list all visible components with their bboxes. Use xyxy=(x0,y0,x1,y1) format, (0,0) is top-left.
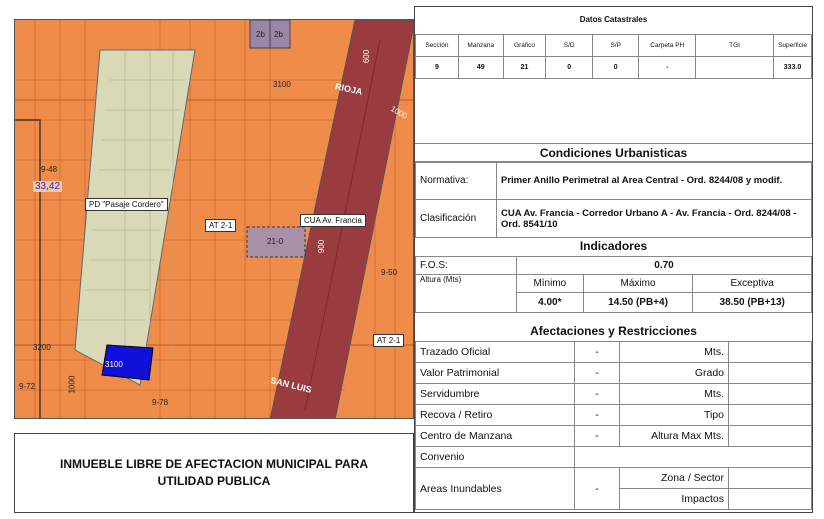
afectacion-row xyxy=(416,342,812,363)
afectacion-value: - xyxy=(575,405,620,426)
afectacion-unit: Altura Max Mts. xyxy=(620,426,729,447)
afectacion-unit: Grado xyxy=(620,363,729,384)
afectacion-row xyxy=(416,363,812,384)
minimo-value: 4.00* xyxy=(517,293,584,313)
indicadores-table xyxy=(415,256,812,313)
excepcional-label: Exceptiva xyxy=(693,275,812,293)
clasificacion-value: CUA Av. Francia - Corredor Urbano A - Av. Francia - Ord. 8244/08 - Ord. 8541/10 xyxy=(497,200,812,238)
afectacion-label: Centro de Manzana xyxy=(416,426,575,447)
catastro-header: TGI xyxy=(696,35,774,57)
catastro-value xyxy=(696,57,774,79)
pasaje-cordero-label: PD "Pasaje Cordero" xyxy=(85,198,168,211)
zoning-map xyxy=(14,19,414,419)
afectacion-row xyxy=(416,384,812,405)
afectacion-label: Trazado Oficial xyxy=(416,342,575,363)
block-9-72: 9-72 xyxy=(19,382,36,391)
afectacion-extra xyxy=(729,363,812,384)
catastro-value: 0 xyxy=(592,57,639,79)
cua-francia-label: CUA Av. Francia xyxy=(300,214,366,227)
block-9-48: 9-48 xyxy=(41,165,58,174)
catastro-value-row xyxy=(416,57,812,79)
afectacion-value: - xyxy=(575,426,620,447)
plot-21-0-label: 21-0 xyxy=(267,237,284,246)
impactos-value xyxy=(729,489,812,510)
fos-label: F.O.S: xyxy=(416,257,517,275)
catastro-value: - xyxy=(639,57,696,79)
afectacion-label: Valor Patrimonial xyxy=(416,363,575,384)
info-panel xyxy=(414,6,813,513)
catastro-value: 9 xyxy=(416,57,459,79)
block-9-50: 9-50 xyxy=(381,268,398,277)
label-3200: 3200 xyxy=(33,343,51,352)
areas-label: Areas Inundables xyxy=(416,468,575,510)
afectacion-label: Servidumbre xyxy=(416,384,575,405)
afectacion-unit: Mts. xyxy=(620,384,729,405)
street-san-luis-label: SAN LUIS xyxy=(269,375,313,395)
afectacion-extra xyxy=(729,342,812,363)
afectacion-extra xyxy=(729,384,812,405)
afectacion-label: Recova / Retiro xyxy=(416,405,575,426)
maximo-label: Máximo xyxy=(583,275,693,293)
areas-value: - xyxy=(575,468,620,510)
afectacion-value: - xyxy=(575,342,620,363)
afectacion-row xyxy=(416,405,812,426)
normativa-label: Normativa: xyxy=(416,162,497,200)
zona-value xyxy=(729,468,812,489)
afectacion-row xyxy=(416,447,812,468)
catastro-header: Carpeta PH xyxy=(639,35,696,57)
zona-label: Zona / Sector xyxy=(620,468,729,489)
plot-2b-1: 2b xyxy=(256,30,265,39)
catastro-value: 0 xyxy=(546,57,593,79)
excepcional-value: 38.50 (PB+13) xyxy=(693,293,812,313)
afectacion-row xyxy=(416,426,812,447)
note-box xyxy=(14,433,414,513)
catastro-header: Sección xyxy=(416,35,459,57)
condiciones-title: Condiciones Urbanisticas xyxy=(415,143,812,163)
fos-value: 0.70 xyxy=(517,257,812,275)
catastro-value: 333.0 xyxy=(774,57,812,79)
block-9-78: 9-78 xyxy=(152,398,169,407)
impactos-label: Impactos xyxy=(620,489,729,510)
catastro-header: S/P xyxy=(592,35,639,57)
catastro-value: 21 xyxy=(503,57,546,79)
afectaciones-table xyxy=(415,341,812,510)
afectacion-label: Convenio xyxy=(416,447,575,468)
label-3100-blue: 3100 xyxy=(105,360,123,369)
label-3100-top: 3100 xyxy=(273,80,291,89)
afectacion-value: - xyxy=(575,384,620,405)
afectacion-extra xyxy=(729,405,812,426)
note-text: INMUEBLE LIBRE DE AFECTACION MUNICIPAL PARA UTILIDAD PUBLICA xyxy=(60,457,368,488)
catastro-header: Gráfico xyxy=(503,35,546,57)
afectaciones-title: Afectaciones y Restricciones xyxy=(530,324,697,338)
label-1000-right: 1000 xyxy=(388,104,409,121)
catastro-title: Datos Catastrales xyxy=(579,15,648,24)
altura-label: Altura (Mts) xyxy=(416,275,517,313)
afectacion-unit: Tipo xyxy=(620,405,729,426)
afectacion-unit: Mts. xyxy=(620,342,729,363)
catastro-header-row xyxy=(416,35,812,57)
maximo-value: 14.50 (PB+4) xyxy=(583,293,693,313)
afectacion-extra xyxy=(575,447,812,468)
catastro-value: 49 xyxy=(458,57,503,79)
condiciones-table xyxy=(415,161,812,238)
clasificacion-label: Clasificación xyxy=(416,200,497,238)
afectacion-value: - xyxy=(575,363,620,384)
normativa-value: Primer Anillo Perimetral al Area Central - Ord. 8244/08 y modif. xyxy=(497,162,812,200)
street-rioja-label: RIOJA xyxy=(334,81,364,97)
label-900: 900 xyxy=(317,239,327,254)
label-600: 600 xyxy=(362,49,372,64)
minimo-label: Mínimo xyxy=(517,275,584,293)
zone-at21-label-a: AT 2-1 xyxy=(205,219,236,232)
catastro-header: Superficie xyxy=(774,35,812,57)
catastro-header: S/D xyxy=(546,35,593,57)
catastro-table xyxy=(415,34,812,79)
value-33-42: 33,42 xyxy=(35,181,61,192)
afectacion-extra xyxy=(729,426,812,447)
catastro-header: Manzana xyxy=(458,35,503,57)
indicadores-title: Indicadores xyxy=(579,239,648,253)
areas-row xyxy=(416,468,812,489)
plot-2b-2: 2b xyxy=(274,30,283,39)
zone-at21-label-b: AT 2-1 xyxy=(373,334,404,347)
label-1000-bottom: 1000 xyxy=(67,375,77,394)
